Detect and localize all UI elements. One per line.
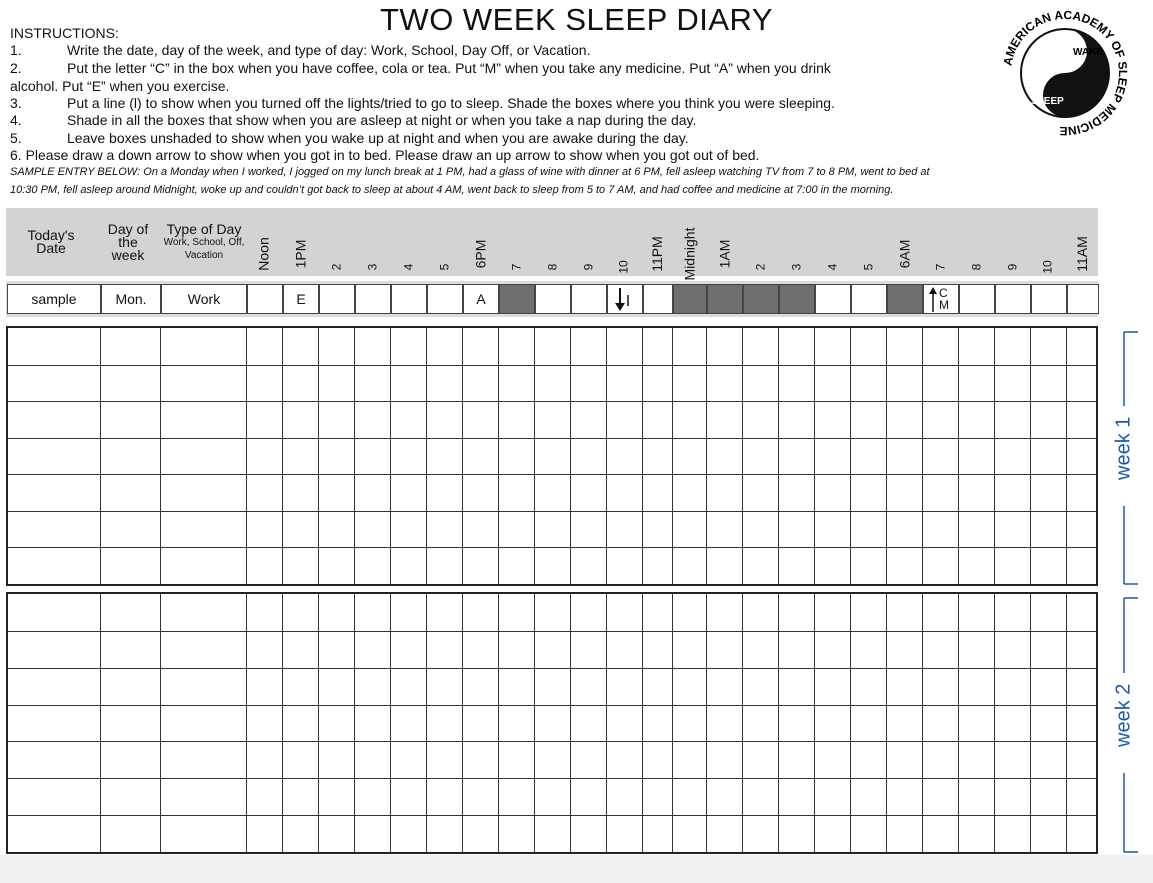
hour-header [742, 208, 778, 276]
hour-label: 6AM [895, 239, 912, 269]
instruction-text: 6. Please draw a down arrow to show when you got in to bed. Please draw an up arrow to show when you got out of bed. [10, 147, 760, 163]
hour-label: 11AM [1074, 236, 1091, 272]
sample-hour-cell [427, 284, 463, 314]
instruction-line [10, 95, 835, 112]
sample-hour-cell [643, 284, 673, 314]
sample-date-cell: sample [7, 284, 101, 314]
hour-label: 1PM [291, 239, 308, 269]
grid-vline [672, 328, 673, 584]
hour-label: 5 [437, 263, 451, 271]
instruction-number: 5. [10, 130, 22, 146]
instruction-line [10, 130, 689, 147]
logo-wake-text: WAKE [1073, 47, 1103, 58]
grid-vline [994, 594, 995, 852]
instruction-number: 3. [10, 95, 22, 111]
instruction-line [10, 112, 696, 129]
grid-vline [706, 594, 707, 852]
medicine-mark: M [939, 298, 949, 312]
grid-vline [850, 594, 851, 852]
sample-hour-cell [1067, 284, 1099, 314]
grid-hline [8, 631, 1096, 632]
hour-label: 2 [753, 263, 767, 271]
sample-entry-row [6, 281, 1098, 317]
grid-vline [100, 328, 101, 584]
hour-header [282, 208, 318, 276]
grid-vline [672, 594, 673, 852]
header-type-label: Type of Day [166, 220, 242, 237]
header-day: Day of the week [107, 220, 149, 263]
sample-hour-cell [319, 284, 355, 314]
instruction-text: Leave boxes unshaded to show when you wake up at night and when you are awake during the day. [67, 130, 689, 146]
grid-vline [706, 328, 707, 584]
grid-vline [850, 328, 851, 584]
sample-hour-cell [673, 284, 707, 314]
grid-hline [8, 741, 1096, 742]
instruction-text: Write the date, day of the week, and type of day: Work, School, Day Off, or Vacation. [67, 42, 591, 58]
sample-hour-cell [1031, 284, 1067, 314]
grid-vline [570, 328, 571, 584]
sample-note-line-2: 10:30 PM, fell asleep around Midnight, woke up and couldn’t got back to sleep at about 4 AM, went back to sleep from 5 to 7 AM, and had coffee and medicine at 7:00 in the morning. [10, 184, 894, 196]
grid-vline [642, 328, 643, 584]
sample-hour-cell [887, 284, 923, 314]
grid-vline [426, 594, 427, 852]
sample-hour-cell [923, 284, 959, 314]
sample-day-cell: Mon. [101, 284, 161, 314]
sample-hour-cell [391, 284, 427, 314]
grid-vline [958, 328, 959, 584]
week-label-text: week 1 [1112, 416, 1135, 480]
grid-vline [814, 328, 815, 584]
grid-vline [1030, 594, 1031, 852]
grid-hline [8, 778, 1096, 779]
hour-header [606, 208, 642, 276]
instruction-text: Put a line (l) to show when you turned off the lights/tried to go to sleep. Shade the boxes where you think you were sleeping. [67, 95, 835, 111]
grid-hline [8, 401, 1096, 402]
hour-header [462, 208, 498, 276]
week-label [1100, 326, 1150, 586]
header-type-sub: Work, School, Off, Vacation [163, 236, 245, 261]
header-date: Today's Date [27, 227, 75, 256]
sample-hour-cell [995, 284, 1031, 314]
hour-label: 6PM [471, 239, 488, 269]
grid-vline [354, 594, 355, 852]
sample-hour-cell [535, 284, 571, 314]
hour-header [706, 208, 742, 276]
grid-vline [462, 594, 463, 852]
down-arrow-icon [613, 286, 637, 312]
week-label [1100, 592, 1150, 854]
hour-header [886, 208, 922, 276]
sample-hour-cell [571, 284, 607, 314]
hour-header [814, 208, 850, 276]
instruction-line [10, 42, 590, 59]
grid-hline [8, 668, 1096, 669]
instruction-line [10, 60, 831, 77]
instruction-number: 1. [10, 42, 22, 58]
week-label-text: week 2 [1112, 683, 1135, 747]
instruction-text: alcohol. Put “E” when you exercise. [10, 78, 230, 94]
sample-hour-cell [815, 284, 851, 314]
instruction-number: 2. [10, 60, 22, 76]
grid-vline [318, 328, 319, 584]
hour-label: 4 [401, 263, 415, 271]
instructions-heading: INSTRUCTIONS: [10, 25, 119, 41]
week-grid [6, 326, 1098, 586]
hour-label: 3 [365, 263, 379, 271]
grid-vline [1066, 328, 1067, 584]
hour-label: 4 [825, 263, 839, 271]
sample-hour-cell [707, 284, 743, 314]
logo-sleep-text: SLEEP [1031, 96, 1064, 107]
grid-vline [922, 328, 923, 584]
hour-label: 7 [509, 263, 523, 271]
sample-hour-cell [779, 284, 815, 314]
hour-header [778, 208, 814, 276]
sample-hour-cell [247, 284, 283, 314]
sample-hour-cell [959, 284, 995, 314]
grid-vline [390, 328, 391, 584]
sample-hour-cell [743, 284, 779, 314]
hour-header [426, 208, 462, 276]
sample-note-line-1: SAMPLE ENTRY BELOW: On a Monday when I worked, I jogged on my lunch break at 1 PM, had a glass of wine with dinner at 6 PM, fell asleep watching TV from 7 to 8 PM, went to bed at [10, 166, 930, 178]
grid-vline [498, 594, 499, 852]
grid-vline [100, 594, 101, 852]
header-type [162, 208, 246, 276]
grid-vline [282, 594, 283, 852]
grid-vline [886, 328, 887, 584]
grid-vline [922, 594, 923, 852]
grid-vline [606, 594, 607, 852]
grid-vline [160, 594, 161, 852]
grid-vline [814, 594, 815, 852]
hour-header [318, 208, 354, 276]
hour-header [1066, 208, 1098, 276]
hour-header [1030, 208, 1066, 276]
grid-vline [778, 594, 779, 852]
hour-header [354, 208, 390, 276]
grid-hline [8, 474, 1096, 475]
hour-header [390, 208, 426, 276]
grid-vline [354, 328, 355, 584]
grid-vline [318, 594, 319, 852]
instruction-line [10, 78, 229, 95]
grid-vline [534, 328, 535, 584]
hour-label: 8 [969, 263, 983, 271]
instruction-text: Shade in all the boxes that show when you are asleep at night or when you take a nap during the day. [67, 112, 697, 128]
hour-header [850, 208, 886, 276]
sample-hour-cell [607, 284, 643, 314]
grid-vline [886, 594, 887, 852]
up-arrow-icon [928, 286, 938, 312]
hour-label: 10 [616, 260, 631, 274]
grid-hline [8, 705, 1096, 706]
grid-vline [606, 328, 607, 584]
grid-hline [8, 365, 1096, 366]
grid-vline [390, 594, 391, 852]
coffee-mark: C [939, 286, 948, 300]
hour-header [642, 208, 672, 276]
grid-vline [778, 328, 779, 584]
hour-header [922, 208, 958, 276]
hour-label: 5 [861, 263, 875, 271]
hour-header [958, 208, 994, 276]
grid-vline [246, 594, 247, 852]
grid-hline [8, 511, 1096, 512]
hour-header [246, 208, 282, 276]
hour-label: 7 [933, 263, 947, 271]
grid-vline [462, 328, 463, 584]
logo-ring-text: AMERICAN ACADEMY OF SLEEP MEDICINE [1000, 7, 1131, 139]
sample-hour-cell [355, 284, 391, 314]
sample-type-cell: Work [161, 284, 247, 314]
hour-header [672, 208, 706, 281]
hour-header [534, 208, 570, 276]
instruction-number: 4. [10, 112, 22, 128]
grid-vline [282, 328, 283, 584]
grid-vline [742, 594, 743, 852]
hour-label: Noon [256, 237, 272, 271]
hour-label: 9 [1005, 263, 1019, 271]
sample-hour-cell [851, 284, 887, 314]
c-m-marks [939, 287, 949, 311]
sample-hour-cell: A [463, 284, 499, 314]
hour-label: 2 [329, 263, 343, 271]
grid-hline [8, 547, 1096, 548]
grid-vline [426, 328, 427, 584]
grid-vline [994, 328, 995, 584]
page-title: TWO WEEK SLEEP DIARY [380, 2, 774, 37]
hour-header [570, 208, 606, 276]
hour-label: 9 [581, 263, 595, 271]
grid-vline [1030, 328, 1031, 584]
grid-vline [958, 594, 959, 852]
grid-vline [1066, 594, 1067, 852]
hour-label: 10 [1040, 260, 1055, 274]
grid-hline [8, 815, 1096, 816]
grid-vline [742, 328, 743, 584]
hour-header [498, 208, 534, 276]
sample-hour-cell [499, 284, 535, 314]
grid-vline [160, 328, 161, 584]
grid-vline [570, 594, 571, 852]
instruction-line [10, 147, 759, 164]
grid-vline [246, 328, 247, 584]
hour-label: 11PM [649, 236, 666, 272]
aasm-logo [995, 3, 1135, 143]
hour-label: 8 [545, 263, 559, 271]
sample-hour-cell: E [283, 284, 319, 314]
instruction-text: Put the letter “C” in the box when you have coffee, cola or tea. Put “M” when you take any medicine. Put “A” when you drink [67, 60, 831, 76]
week-grid [6, 592, 1098, 854]
grid-vline [642, 594, 643, 852]
grid-hline [8, 438, 1096, 439]
grid-vline [498, 328, 499, 584]
hour-label: 3 [789, 263, 803, 271]
hour-header [994, 208, 1030, 276]
hour-label: 1AM [715, 239, 732, 269]
hour-label: Midnight [681, 227, 698, 281]
grid-vline [534, 594, 535, 852]
